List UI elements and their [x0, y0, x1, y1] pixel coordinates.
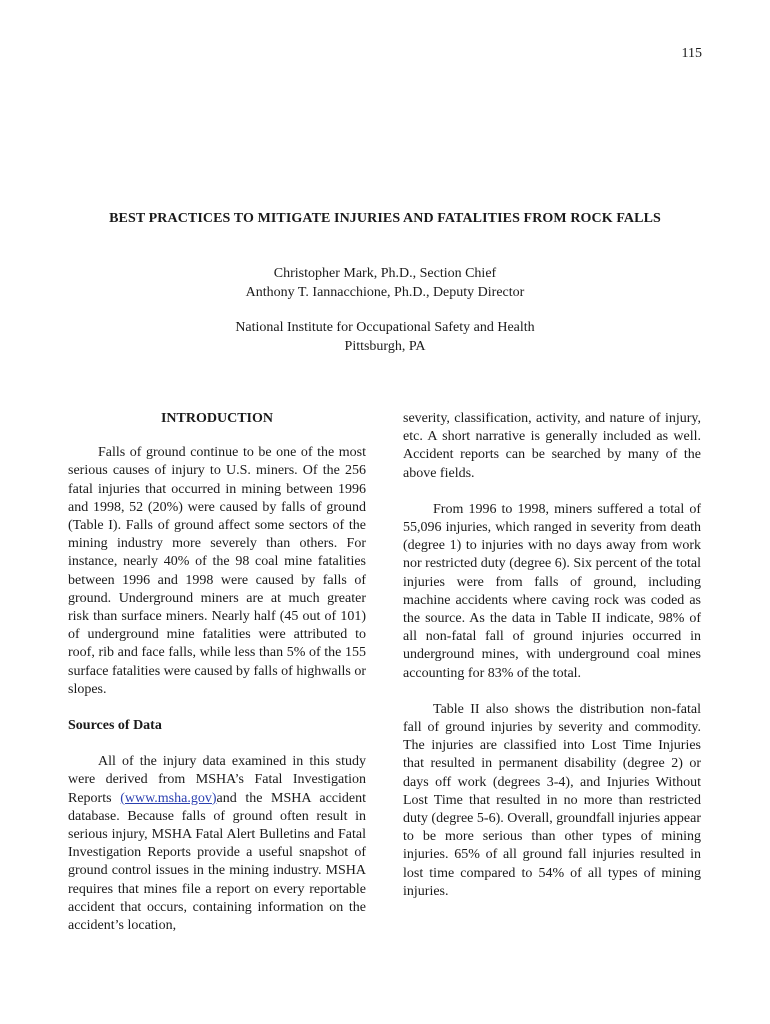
- right-paragraph-3: Table II also shows the distribution non-fatal fall of ground injuries by severity and commodity. The injuries are classified into Lost Time Injuries that resulted in permanent disability (degree 2) or days off work (degrees 3-4), and Injuries Without Lost Time that resulted in no more than restricted duty (degree 5-6). Overall, groundfall injuries appear to be more serious than other types of mining injuries. 65% of all ground fall injuries resulted in lost time compared to 54% of all types of mining injuries.: [403, 701, 701, 899]
- msha-website-link[interactable]: (www.msha.gov): [120, 790, 217, 806]
- left-column: [68, 410, 366, 935]
- affiliation-block: [0, 318, 770, 356]
- author-1: Christopher Mark, Ph.D., Section Chief: [273, 266, 497, 281]
- paper-title: BEST PRACTICES TO MITIGATE INJURIES AND FATALITIES FROM ROCK FALLS: [109, 211, 661, 226]
- author-2: Anthony T. Iannacchione, Ph.D., Deputy Director: [245, 285, 525, 300]
- right-paragraph-1: severity, classification, activity, and nature of injury, etc. A short narrative is generally included as well. Accident reports can be searched by many of the above fields.: [403, 411, 701, 481]
- right-paragraph-2: From 1996 to 1998, miners suffered a total of 55,096 injuries, which ranged in severity from death (degree 1) to injuries with no days away from work nor restricted duty (degree 6). Six percent of the total injuries were from falls of ground, including machine accidents where caving rock was coded as the source. As the data in Table II indicate, 98% of all non-fatal fall of ground injuries occurred in underground mines, with underground coal mines accounting for 83% of the total.: [403, 501, 701, 681]
- affiliation-location: Pittsburgh, PA: [344, 339, 426, 354]
- introduction-heading: INTRODUCTION: [160, 411, 273, 426]
- sources-paragraph: [68, 753, 366, 935]
- introduction-paragraph: Falls of ground continue to be one of the most serious causes of injury to U.S. miners. Of the 256 fatal injuries that occurred in mining between 1996 and 1998, 52 (20%) were caused by falls of ground (Table I). Falls of ground affect some sectors of the mining industry more severely than others. For instance, nearly 40% of the 98 coal mine fatalities between 1996 and 1998 were caused by falls of ground. Underground miners are at much greater risk than surface miners. Nearly half (45 out of 101) of underground mine fatalities were attributed to roof, rib and face falls, while less than 5% of the 155 surface fatalities were caused by falls of highwalls or slopes.: [68, 445, 366, 697]
- sources-text-before-link: All of the injury data examined in this study were derived from MSHA’s Fatal Investigation Reports: [68, 754, 366, 806]
- page-number: 115: [681, 46, 702, 61]
- affiliation-institution: National Institute for Occupational Safety and Health: [235, 320, 535, 335]
- sources-heading: Sources of Data: [68, 718, 162, 734]
- right-column: [403, 410, 701, 901]
- author-block: [0, 264, 770, 302]
- sources-text-after-link: and the MSHA accident database. Because falls of ground often result in serious injury, MSHA Fatal Alert Bulletins and Fatal Investigation Reports provide a useful snapshot of ground control issues in the mining industry. MSHA requires that mines file a report on every reportable accident that occurs, containing information on the accident’s location,: [68, 790, 366, 934]
